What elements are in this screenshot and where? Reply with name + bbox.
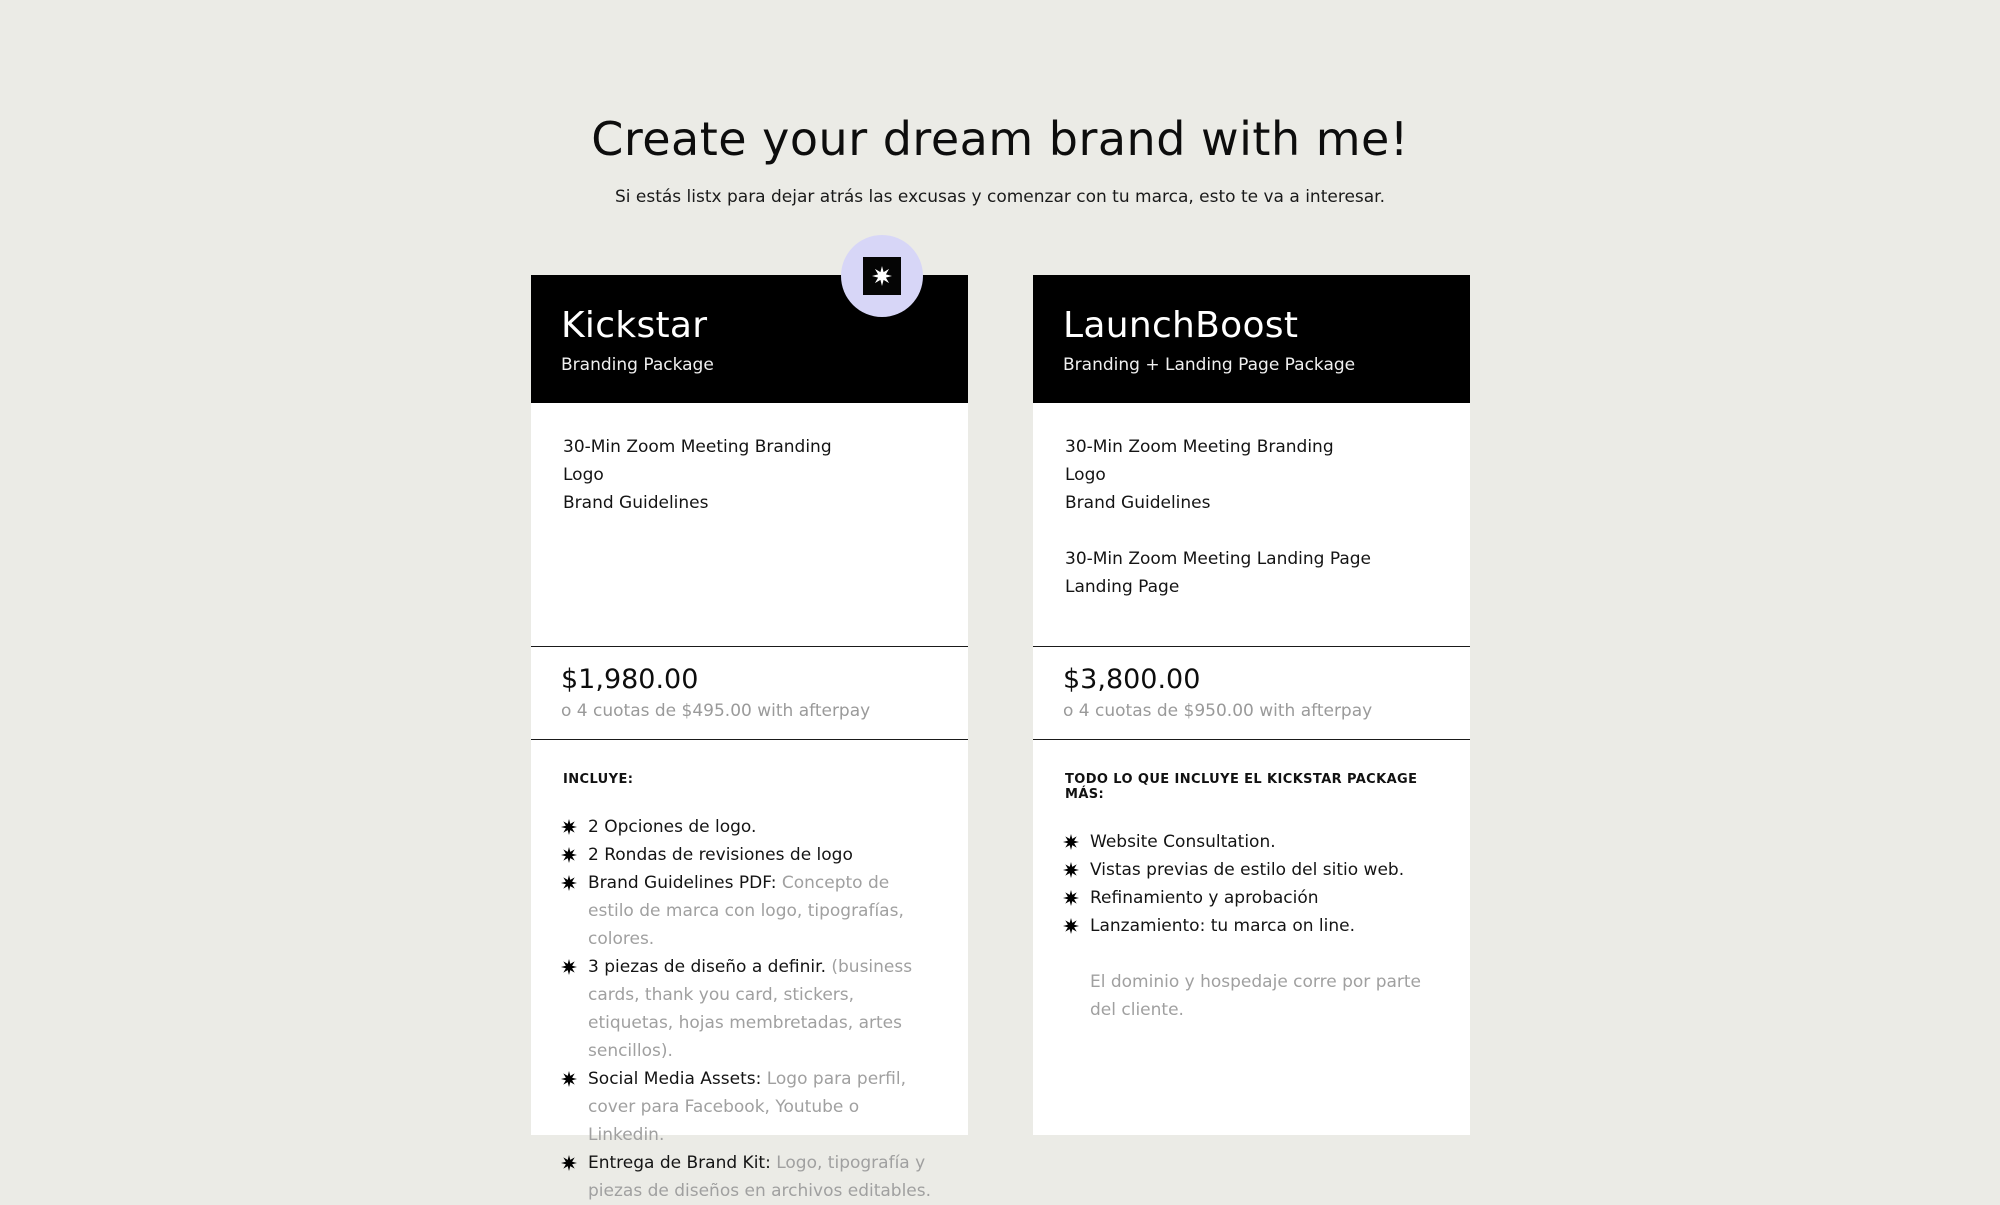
- star-bullet-icon: [561, 1155, 577, 1171]
- plan-name: LaunchBoost: [1063, 305, 1299, 346]
- item-detail: (business cards, thank you card, stickers, etiquetas, hojas membretadas, artes sencillos).: [588, 957, 913, 1061]
- installments-text: o 4 cuotas de $495.00 with afterpay: [561, 701, 871, 721]
- plan-tagline: Branding + Landing Page Package: [1063, 355, 1356, 375]
- list-item: [1065, 856, 1440, 884]
- list-item: [1065, 884, 1440, 912]
- includes-title: TODO LO QUE INCLUYE EL KICKSTAR PACKAGE MÁS:: [1065, 772, 1418, 802]
- plan-header: [1033, 275, 1470, 403]
- star-bullet-icon: [561, 959, 577, 975]
- feature-item: 30-Min Zoom Meeting Branding: [563, 437, 832, 457]
- list-item: [563, 841, 938, 869]
- list-item: [563, 953, 938, 1065]
- plan-card-launchboost: [1033, 275, 1470, 1135]
- plan-price: $1,980.00: [561, 664, 699, 695]
- includes-section: [1033, 740, 1470, 1024]
- item-detail: Concepto de estilo de marca con logo, tipografías, colores.: [588, 873, 904, 949]
- includes-section: [531, 740, 968, 1205]
- list-item: [563, 1065, 938, 1149]
- item-label: Social Media Assets:: [588, 1069, 762, 1089]
- star-bullet-icon: [1063, 862, 1079, 878]
- sparkle-badge: [841, 235, 923, 317]
- star-bullet-icon: [1063, 834, 1079, 850]
- installments-text: o 4 cuotas de $950.00 with afterpay: [1063, 701, 1373, 721]
- list-item: [1065, 912, 1440, 940]
- item-detail: Logo para perfil, cover para Facebook, Youtube o Linkedin.: [588, 1069, 906, 1145]
- includes-title: INCLUYE:: [563, 772, 634, 787]
- feature-item: 30-Min Zoom Meeting Landing Page: [1065, 549, 1371, 569]
- sparkle-icon: [863, 257, 901, 295]
- plan-features: [531, 403, 968, 647]
- plan-tagline: Branding Package: [561, 355, 714, 375]
- plan-card-kickstar: [531, 275, 968, 1201]
- item-label: Refinamiento y aprobación: [1090, 888, 1319, 908]
- star-bullet-icon: [561, 819, 577, 835]
- item-label: Website Consultation.: [1090, 832, 1276, 852]
- star-bullet-icon: [561, 847, 577, 863]
- page-title: Create your dream brand with me!: [591, 112, 1409, 166]
- feature-spacer: [1065, 517, 1440, 545]
- star-bullet-icon: [561, 875, 577, 891]
- item-label: 3 piezas de diseño a definir.: [588, 957, 826, 977]
- star-bullet-icon: [1063, 918, 1079, 934]
- list-item: [563, 869, 938, 953]
- hosting-note: El dominio y hospedaje corre por parte del cliente.: [1090, 972, 1422, 1020]
- item-label: 2 Rondas de revisiones de logo: [588, 845, 853, 865]
- feature-item: Logo: [563, 465, 604, 485]
- star-bullet-icon: [1063, 890, 1079, 906]
- item-detail: Logo, tipografía y piezas de diseños en archivos editables.: [588, 1153, 932, 1201]
- item-label: Entrega de Brand Kit:: [588, 1153, 771, 1173]
- feature-item: 30-Min Zoom Meeting Branding: [1065, 437, 1334, 457]
- feature-item: Brand Guidelines: [1065, 493, 1211, 513]
- list-item: [563, 813, 938, 841]
- list-item: [563, 1149, 938, 1205]
- page-subtitle: Si estás listx para dejar atrás las excusas y comenzar con tu marca, esto te va a interesar.: [614, 187, 1386, 207]
- price-section: [1033, 647, 1470, 740]
- list-item: [1065, 828, 1440, 856]
- includes-list: [1065, 828, 1440, 940]
- star-bullet-icon: [561, 1071, 577, 1087]
- plan-price: $3,800.00: [1063, 664, 1201, 695]
- feature-item: Brand Guidelines: [563, 493, 709, 513]
- item-label: Vistas previas de estilo del sitio web.: [1090, 860, 1405, 880]
- item-label: Lanzamiento: tu marca on line.: [1090, 916, 1355, 936]
- item-label: 2 Opciones de logo.: [588, 817, 757, 837]
- plan-name: Kickstar: [561, 305, 708, 346]
- item-label: Brand Guidelines PDF:: [588, 873, 777, 893]
- plan-features: [1033, 403, 1470, 647]
- feature-item: Logo: [1065, 465, 1106, 485]
- includes-list: [563, 813, 938, 1205]
- feature-item: Landing Page: [1065, 577, 1180, 597]
- price-section: [531, 647, 968, 740]
